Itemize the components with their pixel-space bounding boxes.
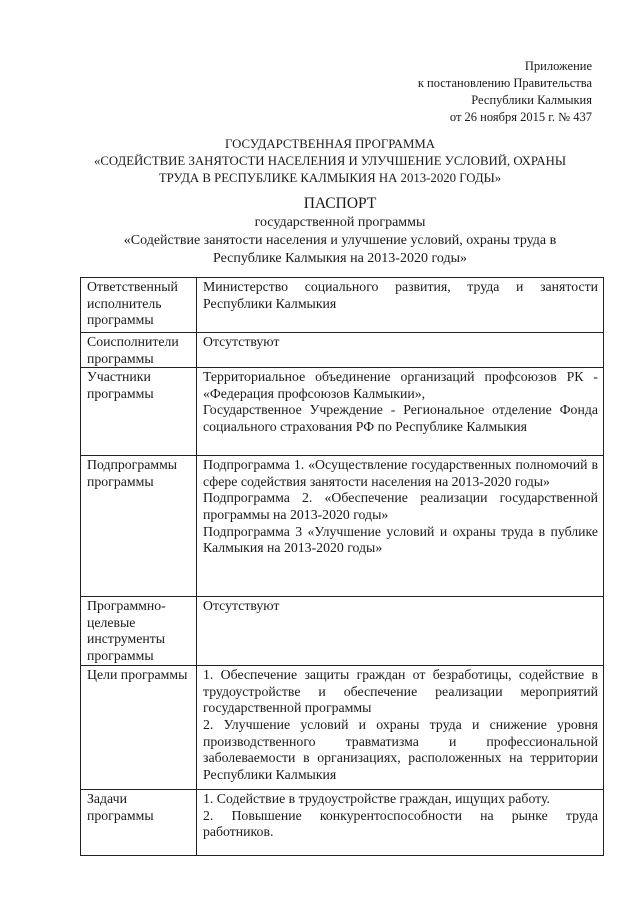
row-label: Задачи программы (81, 790, 197, 856)
table-row (81, 597, 604, 666)
program-title (60, 136, 600, 187)
row-value (197, 278, 604, 333)
program-title-line: ГОСУДАРСТВЕННАЯ ПРОГРАММА (225, 137, 435, 151)
row-label: Подпрограммы программы (81, 456, 197, 597)
row-value (197, 456, 604, 597)
appendix-header (418, 58, 592, 126)
row-label: Ответственный исполнитель программы (81, 278, 197, 333)
appendix-line: к постановлению Правительства (417, 76, 592, 90)
passport-table (80, 277, 604, 856)
row-value (197, 597, 604, 666)
row-value (197, 333, 604, 368)
value-paragraph: 2. Повышение конкурентоспособности на рынке труда работников. (203, 807, 598, 840)
appendix-line: Приложение (524, 59, 592, 73)
passport-subtitle-line: Республике Калмыкия на 2013-2020 годы» (213, 251, 467, 266)
value-paragraph: Государственное Учреждение - Региональное отделение Фонда социального страхования РФ по Республике Калмыкия (203, 402, 598, 434)
value-paragraph: 1. Обеспечение защиты граждан от безработицы, содействие в трудоустройстве и обеспечение реализации мероприятий государственной программы (203, 667, 598, 716)
passport-subtitle-line: государственной программы (254, 215, 426, 230)
value-paragraph: Подпрограмма 2. «Обеспечение реализации государственной программы на 2013-2020 годы» (203, 490, 598, 522)
value-paragraph: 1. Содействие в трудоустройстве граждан, ищущих работу. (203, 791, 550, 807)
row-value (197, 368, 604, 456)
value-paragraph: Министерство социального развития, труда и занятости Республики Калмыкия (203, 279, 598, 311)
row-label: Участники программы (81, 368, 197, 456)
row-label: Цели программы (81, 666, 197, 790)
table-row (81, 278, 604, 333)
row-label: Соисполнители программы (81, 333, 197, 368)
table-row (81, 368, 604, 456)
value-paragraph: Отсутствуют (203, 598, 280, 614)
value-paragraph: 2. Улучшение условий и охраны труда и снижение уровня производственного травматизма и профессиональной заболеваемости в организациях, расположенных на территории Республики Калмыкия (203, 716, 598, 782)
row-value (197, 790, 604, 856)
value-paragraph: Отсутствуют (203, 334, 280, 349)
table-row (81, 456, 604, 597)
row-value (197, 666, 604, 790)
passport-heading: ПАСПОРТ (303, 195, 377, 212)
row-label: Программно-целевые инструменты программы (81, 597, 197, 666)
value-paragraph: Территориальное объединение организаций профсоюзов РК - «Федерация профсоюзов Калмыкии», (203, 369, 598, 401)
appendix-line: от 26 ноября 2015 г. № 437 (449, 110, 592, 124)
table-row (81, 333, 604, 368)
appendix-line: Республики Калмыкия (471, 93, 592, 107)
passport-heading-block (60, 194, 620, 268)
passport-subtitle-line: «Содействие занятости населения и улучшение условий, охраны труда в (123, 233, 557, 248)
table-row (81, 666, 604, 790)
program-title-line: ТРУДА В РЕСПУБЛИКЕ КАЛМЫКИЯ НА 2013-2020 ГОДЫ» (158, 171, 502, 185)
program-title-line: «СОДЕЙСТВИЕ ЗАНЯТОСТИ НАСЕЛЕНИЯ И УЛУЧШЕНИЕ УСЛОВИЙ, ОХРАНЫ (93, 154, 567, 168)
value-paragraph: Подпрограмма 1. «Осуществление государственных полномочий в сфере содействия занятости населения на 2013-2020 годы» (203, 457, 598, 489)
table-row (81, 790, 604, 856)
value-paragraph: Подпрограмма 3 «Улучшение условий и охраны труда в публике Калмыкия на 2013-2020 годы» (203, 523, 598, 556)
